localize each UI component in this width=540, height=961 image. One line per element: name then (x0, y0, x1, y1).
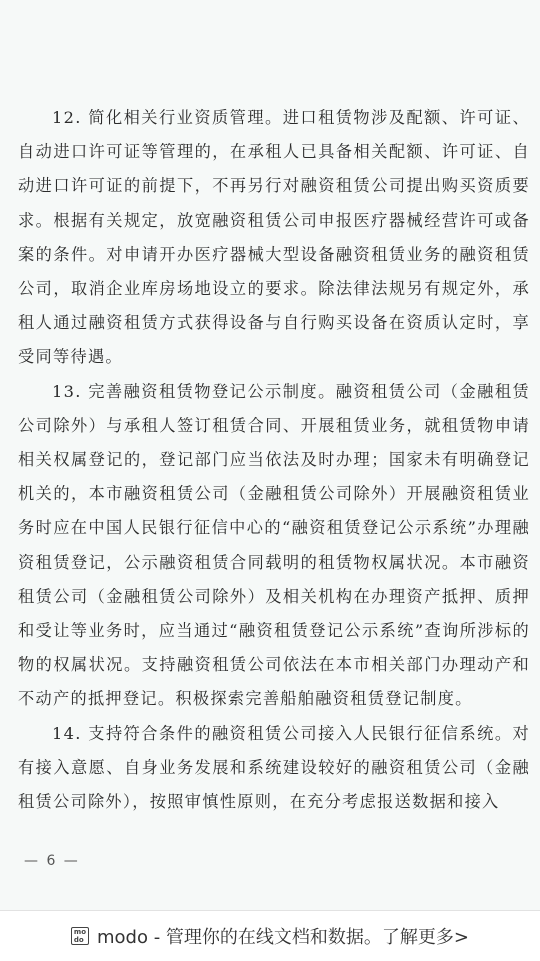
document-body (18, 101, 530, 819)
modo-logo-icon: mo do (71, 927, 89, 945)
paragraph-13: 13. 完善融资租赁物登记公示制度。融资租赁公司（金融租赁公司除外）与承租人签订租赁合同、开展租赁业务，就租赁物申请相关权属登记的，登记部门应当依法及时办理；国家未有明确登记机关的，本市融资租赁公司（金融租赁公司除外）开展融资租赁业务时应在中国人民银行征信中心的“融资租赁登记公示系统”办理融资租赁登记，公示融资租赁合同载明的租赁物权属状况。本市融资租赁公司（金融租赁公司除外）及相关机构在办理资产抵押、质押和受让等业务时，应当通过“融资租赁登记公示系统”查询所涉标的物的权属状况。支持融资租赁公司依法在本市相关部门办理动产和不动产的抵押登记。积极探索完善船舶融资租赁登记制度。 (18, 381, 530, 709)
promo-text: modo - 管理你的在线文档和数据。了解更多> (96, 927, 469, 948)
paragraph-14: 14. 支持符合条件的融资租赁公司接入人民银行征信系统。对有接入意愿、自身业务发展和系统建设较好的融资租赁公司（金融租赁公司除外），按照审慎性原则，在充分考虑报送数据和接入 (18, 723, 530, 812)
modo-promo-banner[interactable] (0, 910, 540, 961)
page-number: — 6 — (24, 853, 80, 869)
paragraph-12: 12. 简化相关行业资质管理。进口租赁物涉及配额、许可证、自动进口许可证等管理的，在承租人已具备相关配额、许可证、自动进口许可证的前提下，不再另行对融资租赁公司提出购买资质要求。根据有关规定，放宽融资租赁公司申报医疗器械经营许可或备案的条件。对申请开办医疗器械大型设备融资租赁业务的融资租赁公司，取消企业库房场地设立的要求。除法律法规另有规定外，承租人通过融资租赁方式获得设备与自行购买设备在资质认定时，享受同等待遇。 (18, 108, 530, 367)
